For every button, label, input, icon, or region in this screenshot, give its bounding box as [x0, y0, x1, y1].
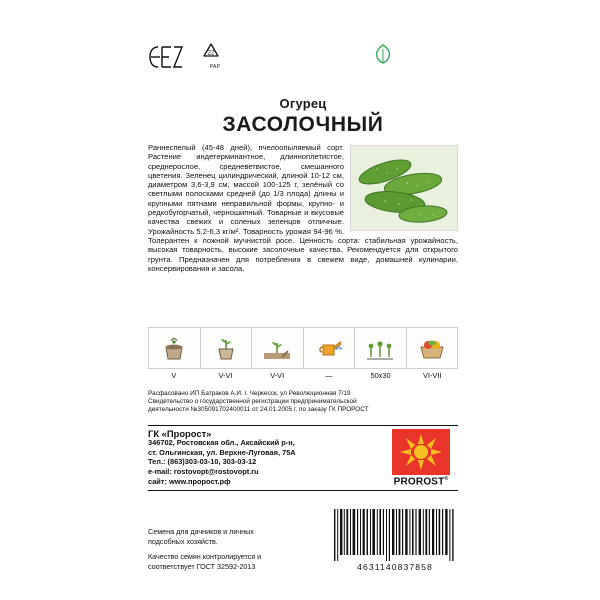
- description-text: Раннеспелый (45-48 дней), пчелоопыляемый сорт. Растение индетерминантное, длинноплетистое, среднерослое, средневетвистое, смешанного цветения. Зеленец цилиндрический, длиной 10-12 см, диаметром 3,6-3,9 см, массой 100-125 г, зелёный со светлыми полосками средней (до 1/3 плода) длины и крупными пятнами неправильной формы, крупно- и редкобугорчатый, черношипный. Товарные и вкусовые качества свежих и соленых зеленцов отличные. Урожайность 5,2-6,3 кг/м². Товарность урожая 94-96 %. Толерантен к ложной мучнистой росе. Ценность сорта: стабильная урожайность, высокая товарность, высокие засолочные качества. Рекомендуется для открытого грунта. Предназначен для потребления в свежем виде, домашней кулинарии, консервирования и засола.: [148, 143, 458, 273]
- cucumber-photo: [350, 145, 458, 231]
- pap-label: PAP: [209, 64, 221, 70]
- company-phone: Тел.: (863)303-03-10, 303-03-12: [148, 457, 257, 467]
- ean13-barcode-icon: [332, 509, 458, 561]
- pictogram-strip: [148, 327, 458, 369]
- pictogram-watering-can: [304, 328, 356, 368]
- pap-recycle-icon: [198, 42, 232, 74]
- pictogram-label-1: V-VI: [218, 371, 233, 380]
- company-address-2: ст. Ольгинская, ул. Верхне-Луговая, 75А: [148, 447, 296, 457]
- green-leaf-icon: [374, 44, 392, 64]
- company-email: e-mail: rostovopt@rostovopt.ru: [148, 466, 259, 476]
- legal-line-2: Свидетельство о государственной регистрации предпринимательской: [148, 398, 357, 406]
- pictogram-label-2: V-VI: [270, 371, 285, 380]
- pictogram-label-3: —: [325, 371, 333, 380]
- pictogram-harvest-basket: [407, 328, 458, 368]
- pictogram-label-4: 50x30: [370, 371, 391, 380]
- pictogram-label-0: V: [171, 371, 177, 380]
- legal-line-1: Расфасовано ИП Батраков А.И. г. Черкесск, ул Революционная 7/19: [148, 390, 351, 397]
- certification-marks-row: [148, 38, 458, 82]
- legal-line-3: деятельности №305091702400011 от 24.01.2005 г. по заказу ГК ПРОРОСТ: [148, 406, 369, 414]
- pictogram-seedling-in-pot: [201, 328, 253, 368]
- logo-wordmark: PROROST®: [393, 475, 449, 487]
- footer-text: [148, 527, 324, 572]
- pictogram-label-5: VI-VII: [422, 371, 442, 380]
- crop-name: Огурец: [279, 96, 327, 111]
- pictogram-planting-in-ground: [252, 328, 304, 368]
- company-block: [148, 425, 458, 501]
- company-details: [148, 429, 378, 487]
- logo-trademark: ®: [444, 475, 449, 482]
- pictogram-plant-spacing: [355, 328, 407, 368]
- company-name: ГК «Пророст»: [148, 427, 212, 439]
- footer-line-4: соответствует ГОСТ 32592-2013: [148, 561, 256, 571]
- footer-block: [148, 509, 458, 572]
- variety-name: ЗАСОЛОЧНЫЙ: [222, 113, 384, 136]
- pictogram-labels: [148, 371, 458, 380]
- barcode-number: 4631140837858: [357, 561, 433, 572]
- footer-line-1: Семена для дачников и личных: [148, 526, 254, 536]
- description-block: [148, 143, 458, 319]
- company-address-1: 346702, Ростовская обл., Аксайский р-н,: [148, 438, 295, 448]
- title-block: [148, 96, 458, 137]
- prorost-sun-flower-logo-icon: [392, 429, 450, 475]
- company-site: сайт: www.пророст.рф: [148, 476, 231, 486]
- company-logo: [384, 429, 458, 487]
- footer-line-3: Качество семян контролируется и: [148, 551, 262, 561]
- pictogram-seed-in-pot: [149, 328, 201, 368]
- footer-line-2: подсобных хозяйств.: [148, 536, 218, 546]
- legal-block: [148, 390, 458, 415]
- svg-text:22: 22: [207, 50, 215, 57]
- eac-conformity-mark-icon: [148, 44, 184, 70]
- barcode-block: [332, 509, 458, 572]
- packet-back-panel: [148, 30, 458, 570]
